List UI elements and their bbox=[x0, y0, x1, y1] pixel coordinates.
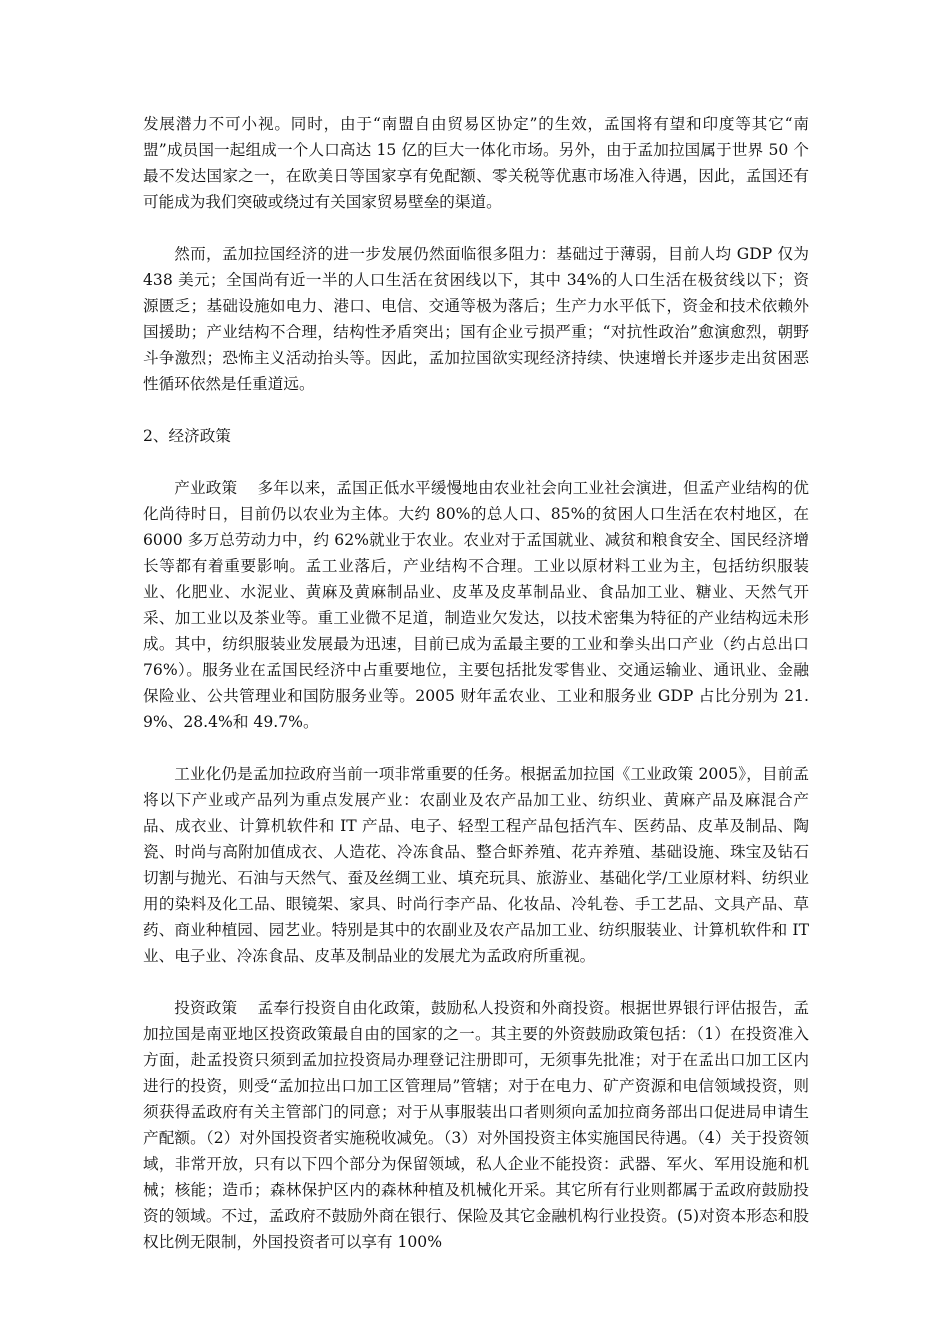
paragraph-industrialization: 工业化仍是孟加拉政府当前一项非常重要的任务。根据孟加拉国《工业政策 2005》，目前孟将以下产业或产品列为重点发展产业：农副业及农产品加工业、纺织业、黄麻产品及麻混合产品、成衣业、计算机软件和 IT 产品、电子、轻型工程产品包括汽车、医药品、皮革及制品、陶瓷、时尚与高附加值成衣、人造花、冷冻食品、整合虾养殖、花卉养殖、基础设施、珠宝及钻石切割与抛光、石油与天然气、蚕及丝绸工业、填充玩具、旅游业、基础化学/工业原材料、纺织业用的染料及化工品、眼镜架、家具、时尚行李产品、化妆品、冷轧卷、手工艺品、文具产品、草药、商业种植园、园艺业。特别是其中的农副业及农产品加工业、纺织服装业、计算机软件和 IT 业、电子业、冷冻食品、皮革及制品业的发展尤为孟政府所重视。 bbox=[143, 765, 809, 965]
paragraph-investment-policy-text: 孟奉行投资自由化政策，鼓励私人投资和外商投资。根据世界银行评估报告，孟加拉国是南亚地区投资政策最自由的国家的之一。其主要的外资鼓励政策包括：（1）在投资准入方面，赴孟投资只须到孟加拉投资局办理登记注册即可，无须事先批准；对于在孟出口加工区内进行的投资，则受“孟加拉出口加工区管理局”管辖；对于在电力、矿产资源和电信领域投资，则须获得孟政府有关主管部门的同意；对于从事服装出口者则须向孟加拉商务部出口促进局申请生产配额。（2）对外国投资者实施税收减免。（3）对外国投资主体实施国民待遇。（4）关于投资领域，非常开放，只有以下四个部分为保留领域，私人企业不能投资：武器、军火、军用设施和机械；核能；造币；森林保护区内的森林种植及机械化开采。其它所有行业则都属于孟政府鼓励投资的领域。不过，孟政府不鼓励外商在银行、保险及其它金融机构行业投资。(5)对资本形态和股权比例无限制，外国投资者可以享有 100% bbox=[143, 999, 809, 1251]
lead-term-industrial-policy: 产业政策 bbox=[174, 479, 238, 497]
lead-term-investment-policy: 投资政策 bbox=[174, 999, 238, 1017]
paragraph-obstacles: 然而，孟加拉国经济的进一步发展仍然面临很多阻力：基础过于薄弱，目前人均 GDP 仅为 438 美元；全国尚有近一半的人口生活在贫困线以下，其中 34%的人口生活在极贫线以下；资源匮乏；基础设施如电力、港口、电信、交通等极为落后；生产力水平低下，资金和技术依赖外国援助；产业结构不合理，结构性矛盾突出；国有企业亏损严重；“对抗性政治”愈演愈烈，朝野斗争激烈；恐怖主义活动抬头等。因此，孟加拉国欲实现经济持续、快速增长并逐步走出贫困恶性循环依然是任重道远。 bbox=[143, 245, 809, 393]
section-heading-economic-policy: 2、经济政策 bbox=[143, 427, 231, 445]
paragraph-development-potential: 发展潜力不可小视。同时，由于“南盟自由贸易区协定”的生效，孟国将有望和印度等其它“南盟”成员国一起组成一个人口高达 15 亿的巨大一体化市场。另外，由于孟加拉国属于世界 50 个最不发达国家之一，在欧美日等国家享有免配额、零关税等优惠市场准入待遇，因此，孟国还有可能成为我们突破或绕过有关国家贸易壁垒的渠道。 bbox=[143, 115, 809, 211]
document-page bbox=[143, 111, 809, 1255]
paragraph-industrial-policy-text: 多年以来，孟国正低水平缓慢地由农业社会向工业社会演进，但孟产业结构的优化尚待时日，目前仍以农业为主体。大约 80%的总人口、85%的贫困人口生活在农村地区，在 6000 多万总劳动力中，约 62%就业于农业。农业对于孟国就业、减贫和粮食安全、国民经济增长等都有着重要影响。孟工业落后，产业结构不合理。工业以原材料工业为主，包括纺织服装业、化肥业、水泥业、黄麻及黄麻制品业、皮革及皮革制品业、食品加工业、糖业、天然气开采、加工业以及茶业等。重工业微不足道，制造业欠发达，以技术密集为特征的产业结构远未形成。其中，纺织服装业发展最为迅速，目前已成为孟最主要的工业和拳头出口产业（约占总出口 76%）。服务业在孟国民经济中占重要地位，主要包括批发零售业、交通运输业、通讯业、金融保险业、公共管理业和国防服务业等。2005 财年孟农业、工业和服务业 GDP 占比分别为 21.9%、28.4%和 49.7%。 bbox=[143, 479, 809, 731]
paragraph-investment-policy bbox=[143, 995, 809, 1255]
paragraph-industrial-policy bbox=[143, 475, 809, 735]
